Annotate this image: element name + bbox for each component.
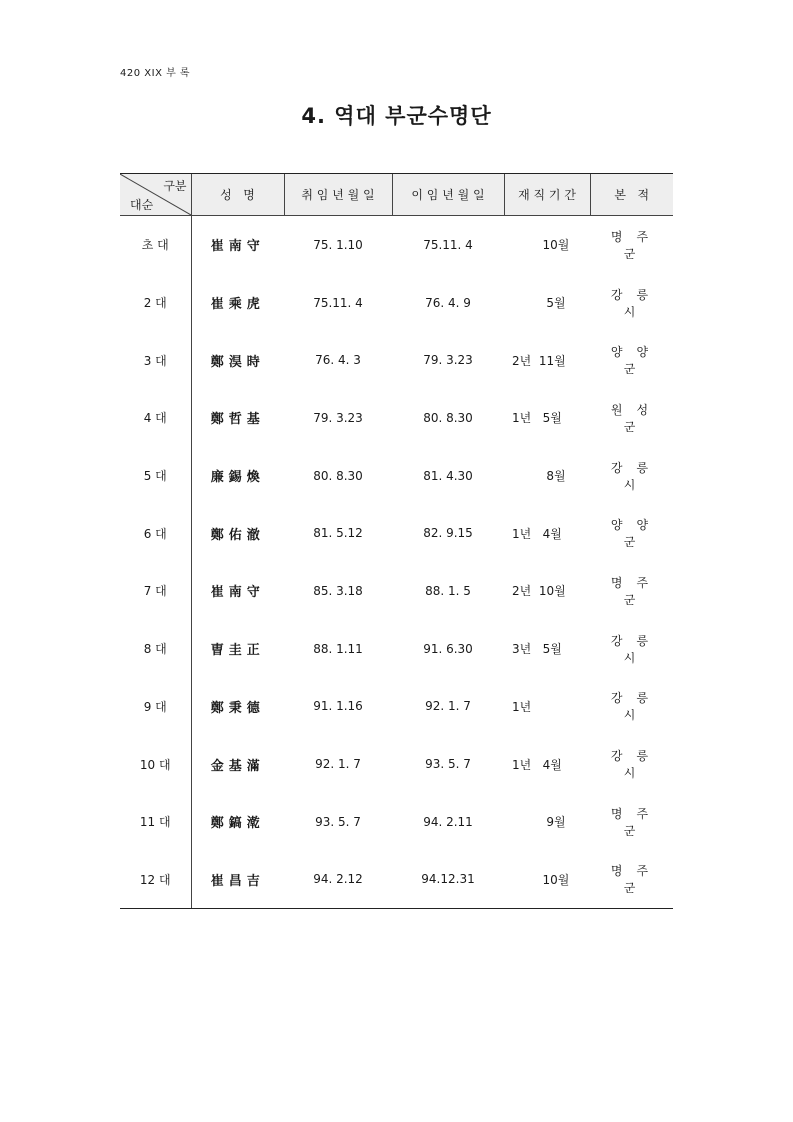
order-cell: 3 대: [120, 331, 191, 389]
table-row: [120, 274, 673, 332]
name-cell: 鄭哲基: [210, 412, 265, 428]
start-date-cell: 91. 1.16: [313, 699, 363, 714]
table-row: [120, 447, 673, 505]
order-cell: 7 대: [120, 562, 191, 620]
end-date-cell: 88. 1. 5: [425, 583, 471, 598]
end-date-cell: 91. 6.30: [423, 641, 473, 656]
tenure-cell: 1년 4월: [512, 757, 562, 772]
name-cell: 崔昌吉: [191, 851, 284, 909]
tenure-cell: 8월: [512, 469, 566, 484]
end-date-cell: 76. 4. 9: [425, 295, 471, 310]
table-row: [120, 793, 673, 851]
hometown-cell: 명주군: [610, 575, 663, 607]
table-row: [120, 620, 673, 678]
order-cell: 12 대: [120, 851, 191, 909]
name-cell: 鄭佑澈: [210, 527, 265, 543]
column-header-tenure: 재 직 기 간: [504, 174, 590, 216]
tenure-cell: 10월: [512, 238, 570, 253]
end-date-cell: 92. 1. 7: [425, 699, 471, 714]
order-cell: 11 대: [120, 793, 191, 851]
start-date-cell: 94. 2.12: [284, 851, 392, 909]
table-row: [120, 504, 673, 562]
name-cell: 崔南守: [210, 585, 265, 601]
table-row: [120, 735, 673, 793]
order-cell: 8 대: [120, 620, 191, 678]
tenure-cell: 2년 11월: [512, 353, 566, 368]
end-date-cell: 80. 8.30: [423, 410, 473, 425]
column-header-start-date: 취 임 년 월 일: [284, 174, 392, 216]
table-row: [120, 562, 673, 620]
name-cell: 金基滿: [210, 758, 265, 774]
end-date-cell: 79. 3.23: [423, 353, 473, 368]
deputy-governor-table-wrapper: [120, 173, 673, 909]
tenure-cell: 5월: [512, 296, 566, 311]
start-date-cell: 76. 4. 3: [315, 353, 361, 368]
column-header-end-date: 이 임 년 월 일: [392, 174, 504, 216]
order-cell: 4 대: [120, 389, 191, 447]
column-header-name: 성 명: [191, 174, 284, 216]
deputy-governor-table: [120, 173, 673, 909]
order-cell: 초 대: [120, 216, 191, 274]
name-cell: 曺圭正: [210, 643, 265, 659]
table-row: [120, 389, 673, 447]
start-date-cell: 88. 1.11: [313, 641, 363, 656]
tenure-cell: 1년 4월: [512, 526, 562, 541]
hometown-cell: 강릉시: [610, 691, 663, 723]
name-cell: 崔南守: [210, 239, 265, 255]
tenure-cell: 1년: [512, 699, 532, 714]
hometown-cell: 명주군: [590, 851, 673, 909]
name-cell: 崔乘虎: [210, 297, 265, 313]
hometown-cell: 강릉시: [610, 633, 663, 665]
order-cell: 10 대: [120, 735, 191, 793]
hometown-cell: 양양군: [610, 345, 663, 377]
table-row: [120, 678, 673, 736]
start-date-cell: 85. 3.18: [313, 583, 363, 598]
end-date-cell: 81. 4.30: [423, 468, 473, 483]
tenure-cell: 9월: [512, 815, 566, 830]
table-row: [120, 216, 673, 274]
end-date-cell: 82. 9.15: [423, 526, 473, 541]
hometown-cell: 원성군: [610, 402, 663, 434]
order-cell: 9 대: [120, 678, 191, 736]
corner-header-cell: [120, 174, 191, 216]
order-cell: 5 대: [120, 447, 191, 505]
end-date-cell: 93. 5. 7: [425, 757, 471, 772]
start-date-cell: 81. 5.12: [313, 526, 363, 541]
hometown-cell: 명주군: [610, 229, 663, 261]
end-date-cell: 94.12.31: [392, 851, 504, 909]
hometown-cell: 강릉시: [610, 749, 663, 781]
start-date-cell: 75. 1.10: [313, 237, 363, 252]
tenure-cell: 1년 5월: [512, 411, 562, 426]
hometown-cell: 강릉시: [610, 460, 663, 492]
start-date-cell: 75.11. 4: [313, 295, 363, 310]
name-cell: 鄭鎬漧: [210, 816, 265, 832]
order-cell: 2 대: [120, 274, 191, 332]
table-row: [120, 331, 673, 389]
name-cell: 鄭淏時: [210, 354, 265, 370]
name-cell: 廉錫煥: [210, 470, 265, 486]
table-row: [120, 851, 673, 909]
tenure-cell: 3년 5월: [512, 642, 562, 657]
end-date-cell: 75.11. 4: [423, 237, 473, 252]
table-body: [120, 216, 673, 909]
hometown-cell: 명주군: [610, 806, 663, 838]
start-date-cell: 79. 3.23: [313, 410, 363, 425]
document-title: 4. 역대 부군수명단: [301, 104, 492, 128]
column-header-hometown: 본 적: [590, 174, 673, 216]
name-cell: 鄭秉德: [210, 700, 265, 716]
corner-label-category: 구분: [163, 179, 187, 193]
end-date-cell: 94. 2.11: [423, 814, 473, 829]
table-header-row: [120, 174, 673, 216]
hometown-cell: 강릉시: [610, 287, 663, 319]
corner-label-order: 대순: [130, 198, 154, 212]
start-date-cell: 80. 8.30: [313, 468, 363, 483]
tenure-cell: 10월: [504, 851, 590, 909]
hometown-cell: 양양군: [610, 518, 663, 550]
start-date-cell: 93. 5. 7: [315, 814, 361, 829]
tenure-cell: 2년 10월: [512, 584, 566, 599]
running-header: 420 XIX 부 록: [120, 68, 191, 79]
order-cell: 6 대: [120, 504, 191, 562]
start-date-cell: 92. 1. 7: [315, 757, 361, 772]
